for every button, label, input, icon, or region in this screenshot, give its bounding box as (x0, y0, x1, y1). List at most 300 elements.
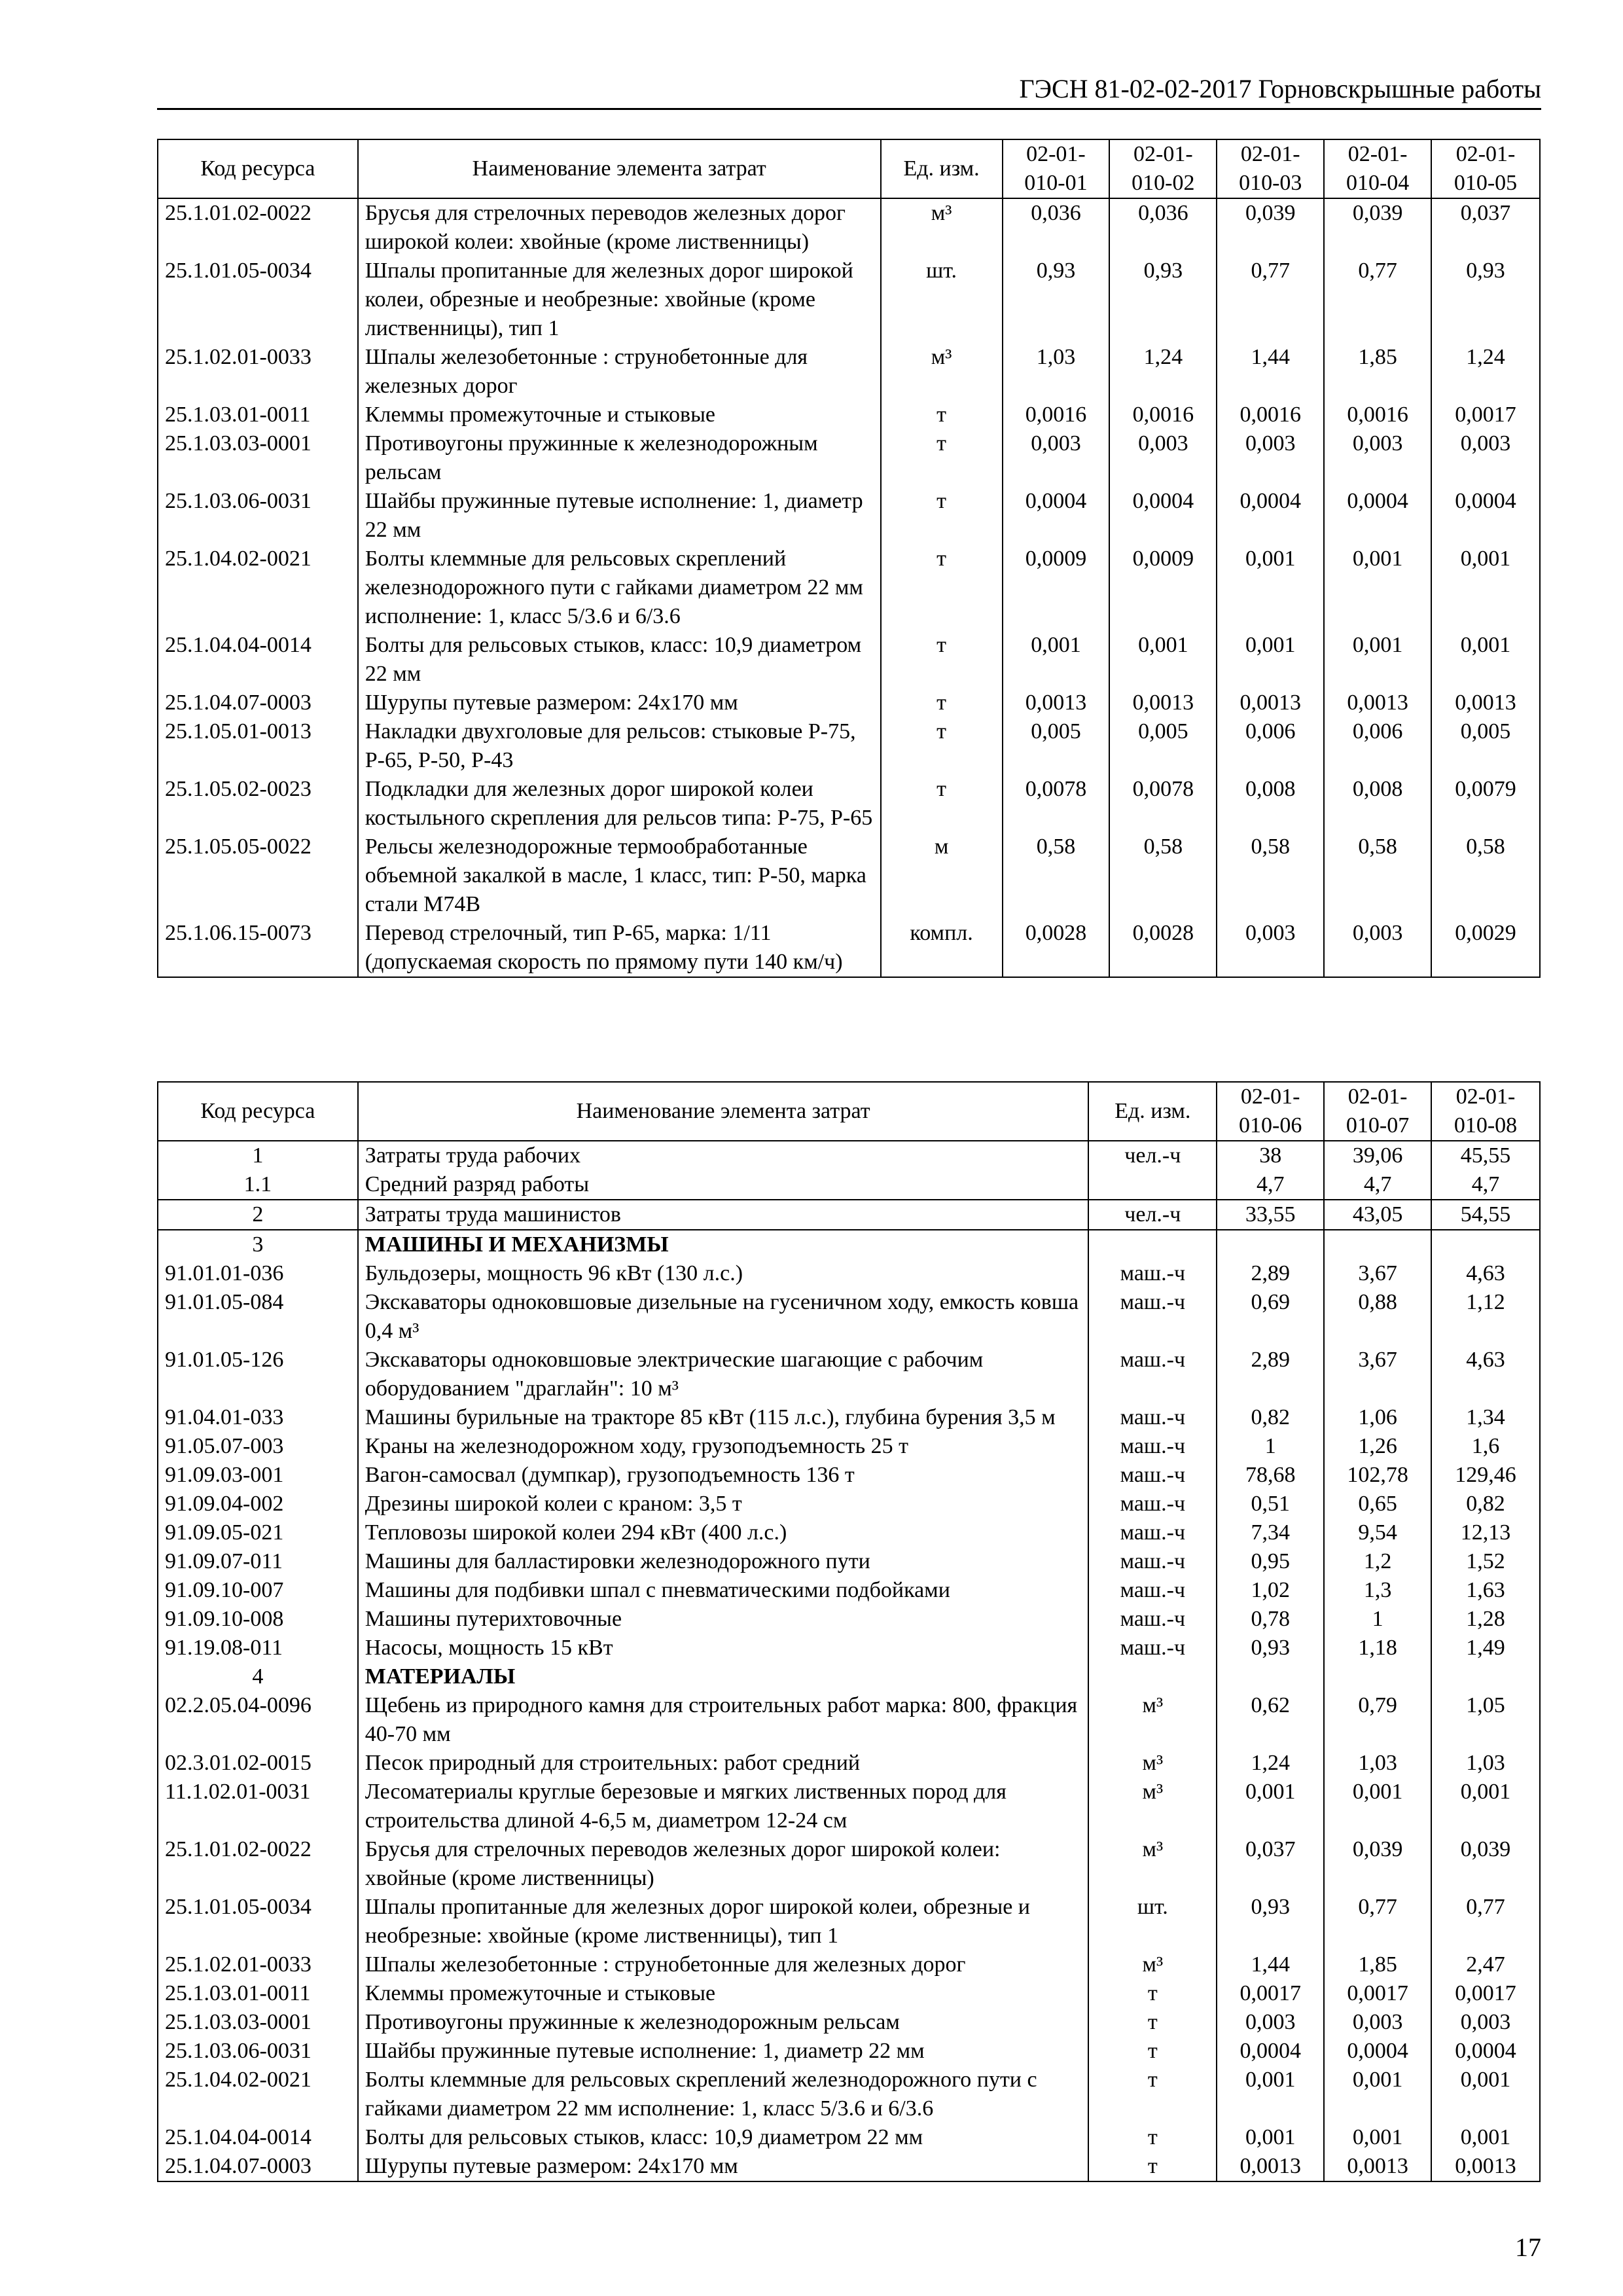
norm-value: 0,0013 (1431, 2152, 1540, 2181)
cost-element-name: Рельсы железнодорожные термообработанные объемной закалкой в масле, 1 класс, тип: Р-50, марка стали М74В (358, 833, 881, 919)
cost-element-name: Шайбы пружинные путевые исполнение: 1, диаметр 22 мм (358, 487, 881, 545)
cost-element-name: Лесоматериалы круглые березовые и мягких лиственных пород для строительства длиной 4-6,5 м, диаметром 12-24 см (358, 1778, 1089, 1835)
norm-value: 0,77 (1324, 257, 1431, 343)
table-row (158, 1634, 1540, 1662)
resource-code: 02.2.05.04-0096 (158, 1691, 358, 1749)
resource-code: 25.1.04.04-0014 (158, 2123, 358, 2152)
norm-value: 78,68 (1217, 1461, 1324, 1490)
cost-element-name: Шпалы пропитанные для железных дорог широкой колеи, обрезные и необрезные: хвойные (кроме лиственницы), тип 1 (358, 257, 881, 343)
resource-code: 25.1.05.01-0013 (158, 717, 358, 775)
unit-of-measure: т (881, 689, 1003, 717)
cost-element-name: Бульдозеры, мощность 96 кВт (130 л.с.) (358, 1259, 1089, 1288)
norm-value: 0,006 (1324, 717, 1431, 775)
norm-value: 0,001 (1217, 1778, 1324, 1835)
norm-value: 1,24 (1217, 1749, 1324, 1778)
norm-value: 1,2 (1324, 1547, 1431, 1576)
unit-of-measure: т (1088, 2066, 1217, 2123)
table-row (158, 2123, 1540, 2152)
norm-value: 0,88 (1324, 1288, 1431, 1346)
norm-value: 0,003 (1217, 2008, 1324, 2037)
unit-of-measure: м³ (1088, 1835, 1217, 1893)
norm-value: 129,46 (1431, 1461, 1540, 1490)
norm-value: 0,0004 (1324, 2037, 1431, 2066)
cost-element-name: Брусья для стрелочных переводов железных дорог широкой колеи: хвойные (кроме лиственницы) (358, 1835, 1089, 1893)
unit-of-measure: т (881, 429, 1003, 487)
norm-value: 0,001 (1217, 2123, 1324, 2152)
norm-value: 12,13 (1431, 1518, 1540, 1547)
norm-value: 0,003 (1217, 919, 1324, 977)
resource-code: 25.1.04.04-0014 (158, 631, 358, 689)
norm-value: 0,003 (1324, 919, 1431, 977)
column-header: 02-01-010-04 (1324, 139, 1431, 198)
cost-element-name: Противоугоны пружинные к железнодорожным рельсам (358, 429, 881, 487)
table-row (158, 545, 1540, 631)
norm-value: 0,0004 (1324, 487, 1431, 545)
cost-element-name: Экскаваторы одноковшовые электрические шагающие с рабочим оборудованием "драглайн": 10 м³ (358, 1346, 1089, 1403)
norm-value: 1,03 (1003, 343, 1110, 401)
norm-value: 0,0004 (1431, 2037, 1540, 2066)
resource-code: 91.01.05-084 (158, 1288, 358, 1346)
norm-value: 1,6 (1431, 1432, 1540, 1461)
norm-value: 38 (1217, 1141, 1324, 1170)
cost-element-name: Средний разряд работы (358, 1170, 1089, 1200)
unit-of-measure: м³ (1088, 1749, 1217, 1778)
cost-element-name: МАШИНЫ И МЕХАНИЗМЫ (358, 1230, 1089, 1259)
norm-value: 1,03 (1431, 1749, 1540, 1778)
resource-code: 25.1.04.02-0021 (158, 2066, 358, 2123)
norm-value: 0,0013 (1003, 689, 1110, 717)
table-row (158, 1893, 1540, 1950)
table-row (158, 1230, 1540, 1259)
norm-value: 33,55 (1217, 1200, 1324, 1230)
table-row (158, 2152, 1540, 2181)
resource-code: 91.01.01-036 (158, 1259, 358, 1288)
norm-value: 54,55 (1431, 1200, 1540, 1230)
norm-value: 0,001 (1324, 2066, 1431, 2123)
resource-code: 91.09.10-007 (158, 1576, 358, 1605)
resource-code: 91.09.07-011 (158, 1547, 358, 1576)
norm-value (1217, 1230, 1324, 1259)
norm-value: 0,001 (1003, 631, 1110, 689)
table-row (158, 1259, 1540, 1288)
norm-value: 0,039 (1324, 1835, 1431, 1893)
norm-value: 0,0013 (1217, 689, 1324, 717)
cost-element-name: Шайбы пружинные путевые исполнение: 1, диаметр 22 мм (358, 2037, 1089, 2066)
norm-value: 0,0013 (1109, 689, 1217, 717)
table-row (158, 1518, 1540, 1547)
resource-code: 25.1.01.05-0034 (158, 257, 358, 343)
resource-code: 02.3.01.02-0015 (158, 1749, 358, 1778)
header-rule (157, 108, 1541, 110)
table-row (158, 1691, 1540, 1749)
norm-value: 1,44 (1217, 1950, 1324, 1979)
resource-code: 25.1.05.02-0023 (158, 775, 358, 833)
norm-value: 1,85 (1324, 1950, 1431, 1979)
cost-element-name: Накладки двухголовые для рельсов: стыковые Р-75, Р-65, Р-50, Р-43 (358, 717, 881, 775)
table-row (158, 198, 1540, 257)
unit-of-measure: чел.-ч (1088, 1141, 1217, 1170)
norm-value: 0,58 (1217, 833, 1324, 919)
unit-of-measure: маш.-ч (1088, 1518, 1217, 1547)
table-row (158, 1490, 1540, 1518)
norm-value: 0,0013 (1324, 689, 1431, 717)
norm-value: 0,77 (1324, 1893, 1431, 1950)
unit-of-measure: т (1088, 2008, 1217, 2037)
unit-of-measure: маш.-ч (1088, 1634, 1217, 1662)
resource-code: 25.1.02.01-0033 (158, 343, 358, 401)
cost-element-name: Вагон-самосвал (думпкар), грузоподъемность 136 т (358, 1461, 1089, 1490)
norm-value: 45,55 (1431, 1141, 1540, 1170)
norm-value: 1,03 (1324, 1749, 1431, 1778)
norm-value: 1,52 (1431, 1547, 1540, 1576)
resource-code: 25.1.03.01-0011 (158, 1979, 358, 2008)
resource-table-1 (157, 139, 1541, 978)
unit-of-measure: т (881, 487, 1003, 545)
norm-value: 0,0004 (1109, 487, 1217, 545)
table-row (158, 1547, 1540, 1576)
unit-of-measure: маш.-ч (1088, 1547, 1217, 1576)
norm-value: 0,001 (1109, 631, 1217, 689)
norm-value: 0,0029 (1431, 919, 1540, 977)
norm-value: 1,26 (1324, 1432, 1431, 1461)
resource-code: 25.1.02.01-0033 (158, 1950, 358, 1979)
table-row (158, 429, 1540, 487)
norm-value: 1,28 (1431, 1605, 1540, 1634)
column-header: 02-01-010-02 (1109, 139, 1217, 198)
resource-code: 1 (158, 1141, 358, 1170)
norm-value: 0,0004 (1431, 487, 1540, 545)
norm-value: 1,06 (1324, 1403, 1431, 1432)
norm-value: 1,18 (1324, 1634, 1431, 1662)
norm-value: 0,77 (1217, 257, 1324, 343)
cost-element-name: Шурупы путевые размером: 24х170 мм (358, 2152, 1089, 2181)
column-header: Код ресурса (158, 1082, 358, 1141)
resource-code: 25.1.03.03-0001 (158, 429, 358, 487)
norm-value: 0,51 (1217, 1490, 1324, 1518)
resource-code: 25.1.05.05-0022 (158, 833, 358, 919)
table-row (158, 775, 1540, 833)
cost-element-name: Подкладки для железных дорог широкой колеи костыльного скрепления для рельсов типа: Р-75, Р-65 (358, 775, 881, 833)
unit-of-measure: м (881, 833, 1003, 919)
norm-value: 0,0017 (1217, 1979, 1324, 2008)
norm-value: 7,34 (1217, 1518, 1324, 1547)
norm-value: 1,24 (1109, 343, 1217, 401)
norm-value: 0,0016 (1217, 401, 1324, 429)
norm-value: 1,49 (1431, 1634, 1540, 1662)
norm-value: 0,58 (1324, 833, 1431, 919)
norm-value: 0,0078 (1003, 775, 1110, 833)
norm-value: 0,82 (1431, 1490, 1540, 1518)
norm-value: 0,0009 (1003, 545, 1110, 631)
resource-code: 25.1.03.03-0001 (158, 2008, 358, 2037)
table-row (158, 257, 1540, 343)
resource-table-2 (157, 1081, 1541, 2182)
column-header: 02-01-010-05 (1431, 139, 1540, 198)
norm-value: 1,02 (1217, 1576, 1324, 1605)
cost-element-name: Щебень из природного камня для строительных работ марка: 800, фракция 40-70 мм (358, 1691, 1089, 1749)
norm-value: 0,0004 (1217, 487, 1324, 545)
resource-code: 1.1 (158, 1170, 358, 1200)
norm-value: 102,78 (1324, 1461, 1431, 1490)
unit-of-measure: маш.-ч (1088, 1288, 1217, 1346)
norm-value: 0,005 (1003, 717, 1110, 775)
resource-code: 25.1.03.06-0031 (158, 487, 358, 545)
unit-of-measure: м³ (1088, 1778, 1217, 1835)
norm-value: 0,62 (1217, 1691, 1324, 1749)
norm-value: 1 (1217, 1432, 1324, 1461)
norm-value: 9,54 (1324, 1518, 1431, 1547)
norm-value: 0,0016 (1109, 401, 1217, 429)
unit-of-measure: т (881, 775, 1003, 833)
unit-of-measure (1088, 1662, 1217, 1691)
column-header: 02-01-010-03 (1217, 139, 1324, 198)
cost-element-name: Машины для балластировки железнодорожного пути (358, 1547, 1089, 1576)
cost-element-name: Шпалы железобетонные : струнобетонные для железных дорог (358, 343, 881, 401)
norm-value: 0,58 (1431, 833, 1540, 919)
norm-value: 0,77 (1431, 1893, 1540, 1950)
norm-value: 4,7 (1217, 1170, 1324, 1200)
norm-value: 2,89 (1217, 1259, 1324, 1288)
norm-value: 0,001 (1324, 2123, 1431, 2152)
norm-value: 0,58 (1109, 833, 1217, 919)
unit-of-measure: т (881, 545, 1003, 631)
resource-code: 25.1.03.06-0031 (158, 2037, 358, 2066)
table-row (158, 1432, 1540, 1461)
norm-value: 0,93 (1109, 257, 1217, 343)
cost-element-name: Шпалы пропитанные для железных дорог широкой колеи, обрезные и необрезные: хвойные (кроме лиственницы), тип 1 (358, 1893, 1089, 1950)
cost-element-name: Шурупы путевые размером: 24х170 мм (358, 689, 881, 717)
cost-element-name: Дрезины широкой колеи с краном: 3,5 т (358, 1490, 1089, 1518)
table-row (158, 401, 1540, 429)
cost-element-name: Затраты труда машинистов (358, 1200, 1089, 1230)
norm-value: 0,58 (1003, 833, 1110, 919)
resource-code: 91.04.01-033 (158, 1403, 358, 1432)
norm-value: 0,001 (1431, 545, 1540, 631)
norm-value: 3,67 (1324, 1346, 1431, 1403)
unit-of-measure: м³ (881, 198, 1003, 257)
unit-of-measure (1088, 1170, 1217, 1200)
unit-of-measure: м³ (1088, 1691, 1217, 1749)
table-row (158, 1605, 1540, 1634)
resource-code: 25.1.06.15-0073 (158, 919, 358, 977)
unit-of-measure: маш.-ч (1088, 1346, 1217, 1403)
norm-value: 0,003 (1003, 429, 1110, 487)
norm-value: 0,001 (1431, 1778, 1540, 1835)
table-row (158, 631, 1540, 689)
norm-value: 0,005 (1431, 717, 1540, 775)
column-header: 02-01-010-01 (1003, 139, 1110, 198)
norm-value: 0,001 (1324, 1778, 1431, 1835)
norm-value: 1,44 (1217, 343, 1324, 401)
norm-value: 0,78 (1217, 1605, 1324, 1634)
cost-element-name: Противоугоны пружинные к железнодорожным рельсам (358, 2008, 1089, 2037)
norm-value: 0,69 (1217, 1288, 1324, 1346)
norm-value: 4,63 (1431, 1346, 1540, 1403)
table-row (158, 1170, 1540, 1200)
resource-code: 3 (158, 1230, 358, 1259)
norm-value: 0,001 (1324, 545, 1431, 631)
resource-code: 2 (158, 1200, 358, 1230)
norm-value: 0,93 (1217, 1634, 1324, 1662)
cost-element-name: Болты для рельсовых стыков, класс: 10,9 диаметром 22 мм (358, 2123, 1089, 2152)
norm-value: 4,63 (1431, 1259, 1540, 1288)
norm-value: 0,036 (1109, 198, 1217, 257)
norm-value: 0,037 (1217, 1835, 1324, 1893)
cost-element-name: Болты для рельсовых стыков, класс: 10,9 диаметром 22 мм (358, 631, 881, 689)
norm-value: 0,001 (1431, 631, 1540, 689)
unit-of-measure: шт. (1088, 1893, 1217, 1950)
unit-of-measure: т (881, 401, 1003, 429)
norm-value: 0,003 (1324, 429, 1431, 487)
resource-code: 91.19.08-011 (158, 1634, 358, 1662)
norm-value: 2,47 (1431, 1950, 1540, 1979)
norm-value: 4,7 (1431, 1170, 1540, 1200)
cost-element-name: МАТЕРИАЛЫ (358, 1662, 1089, 1691)
cost-element-name: Насосы, мощность 15 кВт (358, 1634, 1089, 1662)
resource-code: 4 (158, 1662, 358, 1691)
norm-value: 1,3 (1324, 1576, 1431, 1605)
norm-value (1431, 1230, 1540, 1259)
cost-element-name: Краны на железнодорожном ходу, грузоподъемность 25 т (358, 1432, 1089, 1461)
norm-value: 0,001 (1217, 631, 1324, 689)
resource-code: 91.09.05-021 (158, 1518, 358, 1547)
norm-value: 0,003 (1109, 429, 1217, 487)
resource-code: 25.1.01.02-0022 (158, 198, 358, 257)
table-row (158, 717, 1540, 775)
norm-value: 1,63 (1431, 1576, 1540, 1605)
norm-value: 0,82 (1217, 1403, 1324, 1432)
resource-code: 25.1.04.02-0021 (158, 545, 358, 631)
norm-value: 0,0017 (1324, 1979, 1431, 2008)
cost-element-name: Тепловозы широкой колеи 294 кВт (400 л.с.) (358, 1518, 1089, 1547)
norm-value: 1,05 (1431, 1691, 1540, 1749)
norm-value: 1,85 (1324, 343, 1431, 401)
norm-value: 0,0017 (1431, 1979, 1540, 2008)
unit-of-measure: чел.-ч (1088, 1200, 1217, 1230)
table-row (158, 1835, 1540, 1893)
table-row (158, 919, 1540, 977)
table-row (158, 1662, 1540, 1691)
norm-value: 0,006 (1217, 717, 1324, 775)
table-row (158, 1979, 1540, 2008)
cost-element-name: Перевод стрелочный, тип Р-65, марка: 1/11 (допускаемая скорость по прямому пути 140 км/ч) (358, 919, 881, 977)
norm-value: 0,001 (1217, 2066, 1324, 2123)
norm-value: 0,039 (1431, 1835, 1540, 1893)
unit-of-measure (1088, 1230, 1217, 1259)
norm-value: 0,0028 (1003, 919, 1110, 977)
unit-of-measure: маш.-ч (1088, 1432, 1217, 1461)
norm-value: 39,06 (1324, 1141, 1431, 1170)
norm-value: 43,05 (1324, 1200, 1431, 1230)
resource-code: 91.09.04-002 (158, 1490, 358, 1518)
table-row (158, 1576, 1540, 1605)
norm-value: 0,003 (1217, 429, 1324, 487)
resource-code: 25.1.04.07-0003 (158, 689, 358, 717)
norm-value: 0,0009 (1109, 545, 1217, 631)
norm-value: 0,036 (1003, 198, 1110, 257)
cost-element-name: Брусья для стрелочных переводов железных дорог широкой колеи: хвойные (кроме лиственницы) (358, 198, 881, 257)
table-row (158, 2066, 1540, 2123)
cost-element-name: Машины для подбивки шпал с пневматическими подбойками (358, 1576, 1089, 1605)
cost-element-name: Клеммы промежуточные и стыковые (358, 1979, 1089, 2008)
column-header: Ед. изм. (1088, 1082, 1217, 1141)
norm-value: 0,037 (1431, 198, 1540, 257)
column-header: 02-01-010-08 (1431, 1082, 1540, 1141)
unit-of-measure: т (1088, 2152, 1217, 2181)
table-row (158, 1749, 1540, 1778)
resource-code: 25.1.01.02-0022 (158, 1835, 358, 1893)
norm-value: 4,7 (1324, 1170, 1431, 1200)
norm-value: 0,0013 (1431, 689, 1540, 717)
unit-of-measure: маш.-ч (1088, 1403, 1217, 1432)
norm-value: 0,93 (1217, 1893, 1324, 1950)
table-row (158, 2008, 1540, 2037)
page-number: 17 (1515, 2233, 1541, 2262)
cost-element-name: Затраты труда рабочих (358, 1141, 1089, 1170)
table-row (158, 343, 1540, 401)
norm-value: 1,24 (1431, 343, 1540, 401)
column-header: Ед. изм. (881, 139, 1003, 198)
table-row (158, 1288, 1540, 1346)
resource-code: 25.1.03.01-0011 (158, 401, 358, 429)
norm-value: 0,003 (1431, 429, 1540, 487)
unit-of-measure: маш.-ч (1088, 1576, 1217, 1605)
norm-value: 0,95 (1217, 1547, 1324, 1576)
norm-value: 2,89 (1217, 1346, 1324, 1403)
norm-value: 1,34 (1431, 1403, 1540, 1432)
norm-value: 0,0013 (1217, 2152, 1324, 2181)
table-row (158, 487, 1540, 545)
norm-value: 0,001 (1324, 631, 1431, 689)
norm-value: 0,65 (1324, 1490, 1431, 1518)
unit-of-measure: м³ (1088, 1950, 1217, 1979)
norm-value: 3,67 (1324, 1259, 1431, 1288)
table-row (158, 1950, 1540, 1979)
unit-of-measure: маш.-ч (1088, 1490, 1217, 1518)
norm-value: 0,93 (1431, 257, 1540, 343)
column-header: 02-01-010-06 (1217, 1082, 1324, 1141)
norm-value: 0,039 (1324, 198, 1431, 257)
resource-code: 25.1.04.07-0003 (158, 2152, 358, 2181)
norm-value (1217, 1662, 1324, 1691)
norm-value: 0,0004 (1217, 2037, 1324, 2066)
norm-value: 0,001 (1431, 2066, 1540, 2123)
cost-element-name: Болты клеммные для рельсовых скреплений железнодорожного пути с гайками диаметром 22 мм исполнение: 1, класс 5/3.6 и 6/3.6 (358, 545, 881, 631)
norm-value: 0,039 (1217, 198, 1324, 257)
unit-of-measure: м³ (881, 343, 1003, 401)
resource-code: 11.1.02.01-0031 (158, 1778, 358, 1835)
column-header: Наименование элемента затрат (358, 1082, 1089, 1141)
column-header: Код ресурса (158, 139, 358, 198)
norm-value: 0,93 (1003, 257, 1110, 343)
resource-code: 91.01.05-126 (158, 1346, 358, 1403)
cost-element-name: Машины путерихтовочные (358, 1605, 1089, 1634)
table-row (158, 1200, 1540, 1230)
unit-of-measure: т (1088, 2037, 1217, 2066)
norm-value: 0,0004 (1003, 487, 1110, 545)
norm-value (1324, 1230, 1431, 1259)
unit-of-measure: т (1088, 2123, 1217, 2152)
norm-value: 0,003 (1324, 2008, 1431, 2037)
norm-value: 0,0028 (1109, 919, 1217, 977)
cost-element-name: Экскаваторы одноковшовые дизельные на гусеничном ходу, емкость ковша 0,4 м³ (358, 1288, 1089, 1346)
table-row (158, 1346, 1540, 1403)
norm-value: 0,79 (1324, 1691, 1431, 1749)
cost-element-name: Клеммы промежуточные и стыковые (358, 401, 881, 429)
table-row (158, 833, 1540, 919)
table-row (158, 1141, 1540, 1170)
norm-value: 1,12 (1431, 1288, 1540, 1346)
